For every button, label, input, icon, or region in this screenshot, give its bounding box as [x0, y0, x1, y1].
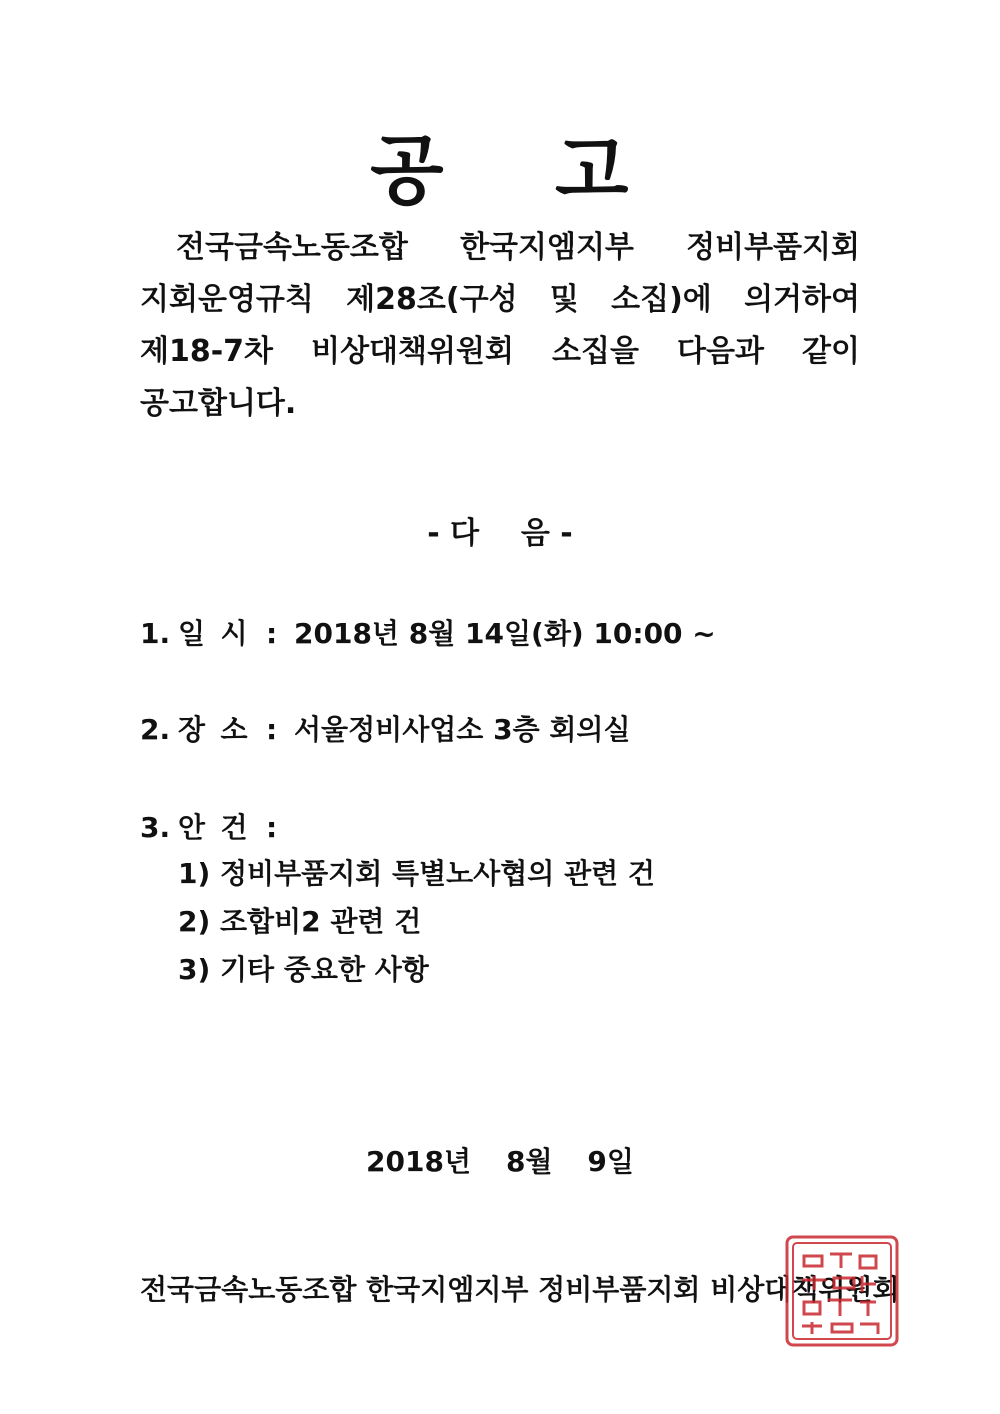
document-date: 2018년 8월 9일 — [366, 1145, 634, 1178]
agenda-item — [178, 948, 429, 988]
agenda-text: 기타 중요한 사항 — [220, 953, 429, 986]
agenda-item — [178, 852, 655, 892]
next-heading: - 다 음 - — [427, 516, 573, 551]
intro-line-3: 제18-7차 비상대책위원회 소집을 다음과 같이 — [140, 334, 860, 369]
intro-line-2: 지회운영규칙 제28조(구성 및 소집)에 의거하여 — [140, 282, 860, 317]
item-number: 2. — [140, 713, 171, 746]
item-label: 안건 — [178, 811, 263, 844]
item-colon: : — [266, 713, 278, 746]
intro-line-4: 공고합니다. — [140, 386, 297, 421]
item-value: 서울정비사업소 3층 회의실 — [294, 713, 631, 746]
item-colon: : — [266, 811, 278, 844]
item-location — [140, 708, 631, 748]
intro-paragraph — [140, 222, 860, 430]
item-label: 장소 — [178, 713, 263, 746]
document-title — [0, 110, 1000, 219]
title-char-1: 공 — [370, 126, 445, 215]
official-seal-stamp — [782, 1232, 902, 1350]
agenda-number: 2) — [178, 905, 211, 938]
item-colon: : — [266, 617, 278, 650]
agenda-text: 정비부품지회 특별노사협의 관련 건 — [220, 857, 655, 890]
title-char-2: 고 — [555, 126, 630, 215]
agenda-number: 1) — [178, 857, 211, 890]
item-agenda — [140, 806, 294, 846]
item-number: 1. — [140, 617, 171, 650]
item-datetime — [140, 612, 716, 652]
item-label: 일시 — [178, 617, 263, 650]
agenda-item — [178, 900, 421, 940]
intro-line-1: 전국금속노동조합 한국지엠지부 정비부품지회 — [176, 230, 860, 265]
item-number: 3. — [140, 811, 171, 844]
item-value: 2018년 8월 14일(화) 10:00 ~ — [294, 617, 716, 650]
agenda-text: 조합비2 관련 건 — [220, 905, 422, 938]
issuing-organization: 전국금속노동조합 한국지엠지부 정비부품지회 비상대책위원회 — [140, 1273, 900, 1306]
agenda-number: 3) — [178, 953, 211, 986]
